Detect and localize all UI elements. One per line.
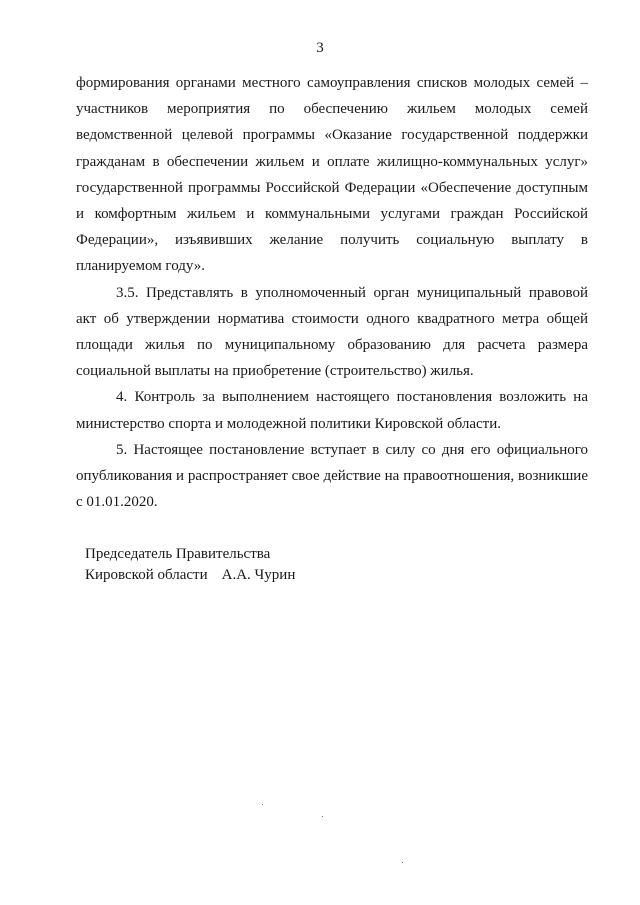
signature-block (85, 544, 295, 586)
scan-speck (402, 862, 403, 863)
signatory-title: Председатель Правительства (85, 546, 271, 562)
paragraph-4: 4. Контроль за выполнением настоящего постановления возложить на министерство спорта и молодежной политики Кировской области. (76, 389, 588, 432)
signatory-name: А.А. Чурин (221, 567, 296, 583)
page-number: 3 (316, 40, 324, 56)
paragraph-continuation: формирования органами местного самоуправления списков молодых семей – участников мероприятия по обеспечению жильем молодых семей ведомственной целевой программы «Оказание государственной поддержки гражданам в обеспечении жильем и оплате жилищно-коммунальных услуг» государственной программы Российской Федерации «Обеспечение доступным и комфортным жильем и коммунальными услугами граждан Российской Федерации», изъявивших желание получить социальную выплату в планируемом году». (76, 75, 588, 275)
document-body (76, 70, 588, 515)
signatory-region-line (85, 565, 295, 586)
scan-speck (262, 804, 263, 805)
paragraph-3-5: 3.5. Представлять в уполномоченный орган муниципальный правовой акт об утверждении норматива стоимости одного квадратного метра общей площади жилья по муниципальному образованию для расчета размера социальной выплаты на приобретение (строительство) жилья. (76, 284, 588, 380)
signatory-region: Кировской области (85, 567, 208, 583)
paragraph-5: 5. Настоящее постановление вступает в силу со дня его официального опубликования и распространяет свое действие на правоотношения, возникшие с 01.01.2020. (76, 441, 588, 511)
scan-speck (322, 816, 323, 817)
